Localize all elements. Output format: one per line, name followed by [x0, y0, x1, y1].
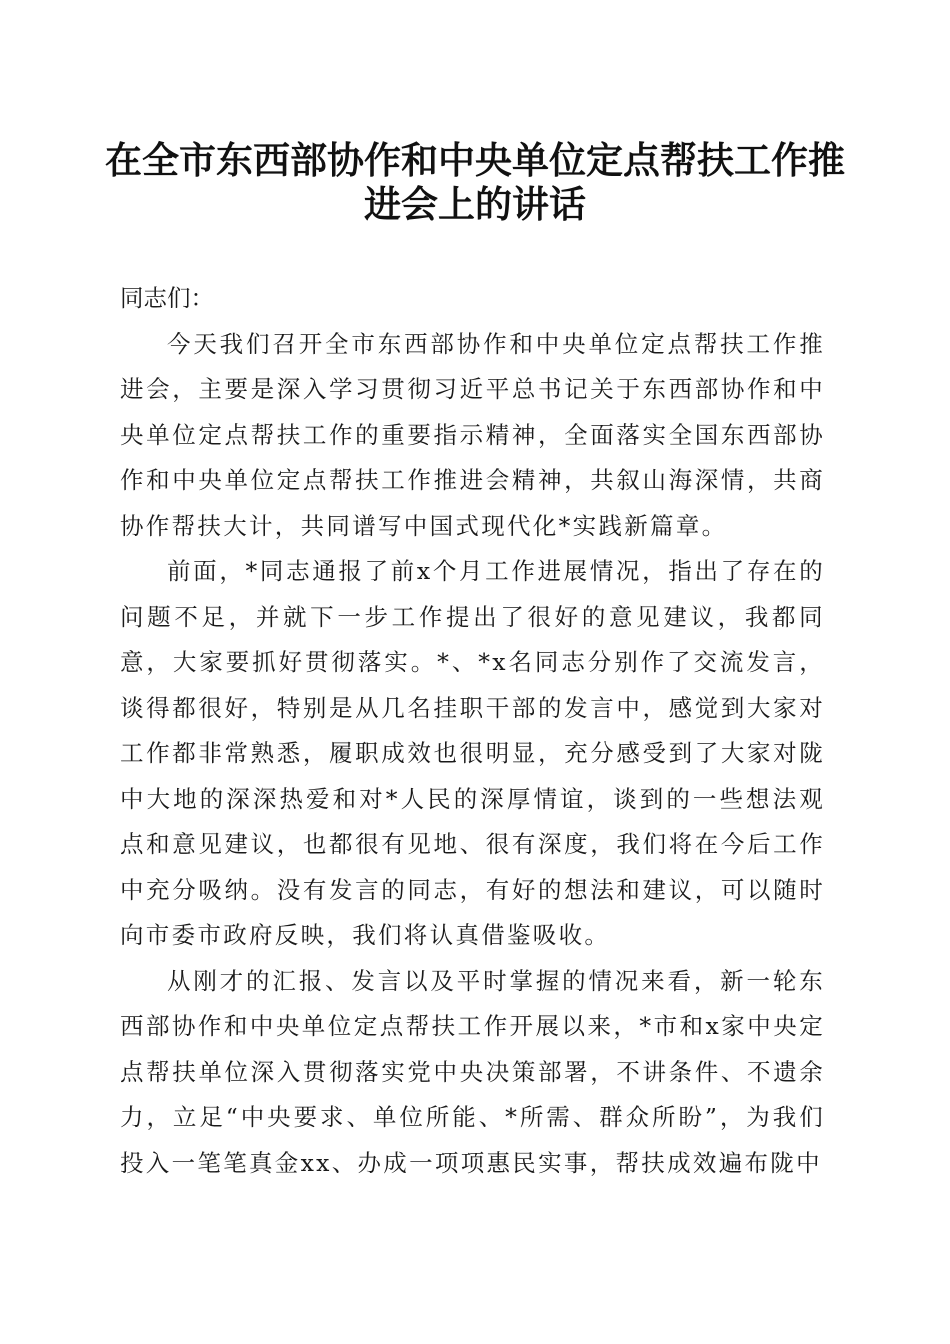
- salutation: 同志们：: [120, 284, 214, 312]
- paragraph-3: 从刚才的汇报、发言以及平时掌握的情况来看，新一轮东西部协作和中央单位定点帮扶工作开展以来，*市和x家中央定点帮扶单位深入贯彻落实党中央决策部署，不讲条件、不遗余力，立足“中央要求、单位所能、*所需、群众所盼”，为我们投入一笔笔真金xx、办成一项项惠民实事，帮扶成效遍布陇中: [120, 966, 825, 1177]
- paragraph-1: 今天我们召开全市东西部协作和中央单位定点帮扶工作推进会，主要是深入学习贯彻习近平总书记关于东西部协作和中央单位定点帮扶工作的重要指示精神，全面落实全国东西部协作和中央单位定点帮扶工作推进会精神，共叙山海深情，共商协作帮扶大计，共同谱写中国式现代化*实践新篇章。: [120, 329, 825, 540]
- paragraph-2: 前面，*同志通报了前x个月工作进展情况，指出了存在的问题不足，并就下一步工作提出了很好的意见建议，我都同意，大家要抓好贯彻落实。*、*x名同志分别作了交流发言，谈得都很好，特别是从几名挂职干部的发言中，感觉到大家对工作都非常熟悉，履职成效也很明显，充分感受到了大家对陇中大地的深深热爱和对*人民的深厚情谊，谈到的一些想法观点和意见建议，也都很有见地、很有深度，我们将在今后工作中充分吸纳。没有发言的同志，有好的想法和建议，可以随时向市委市政府反映，我们将认真借鉴吸收。: [120, 557, 825, 949]
- document-title: 在全市东西部协作和中央单位定点帮扶工作推进会上的讲话: [105, 138, 845, 226]
- document-body: [120, 276, 825, 1186]
